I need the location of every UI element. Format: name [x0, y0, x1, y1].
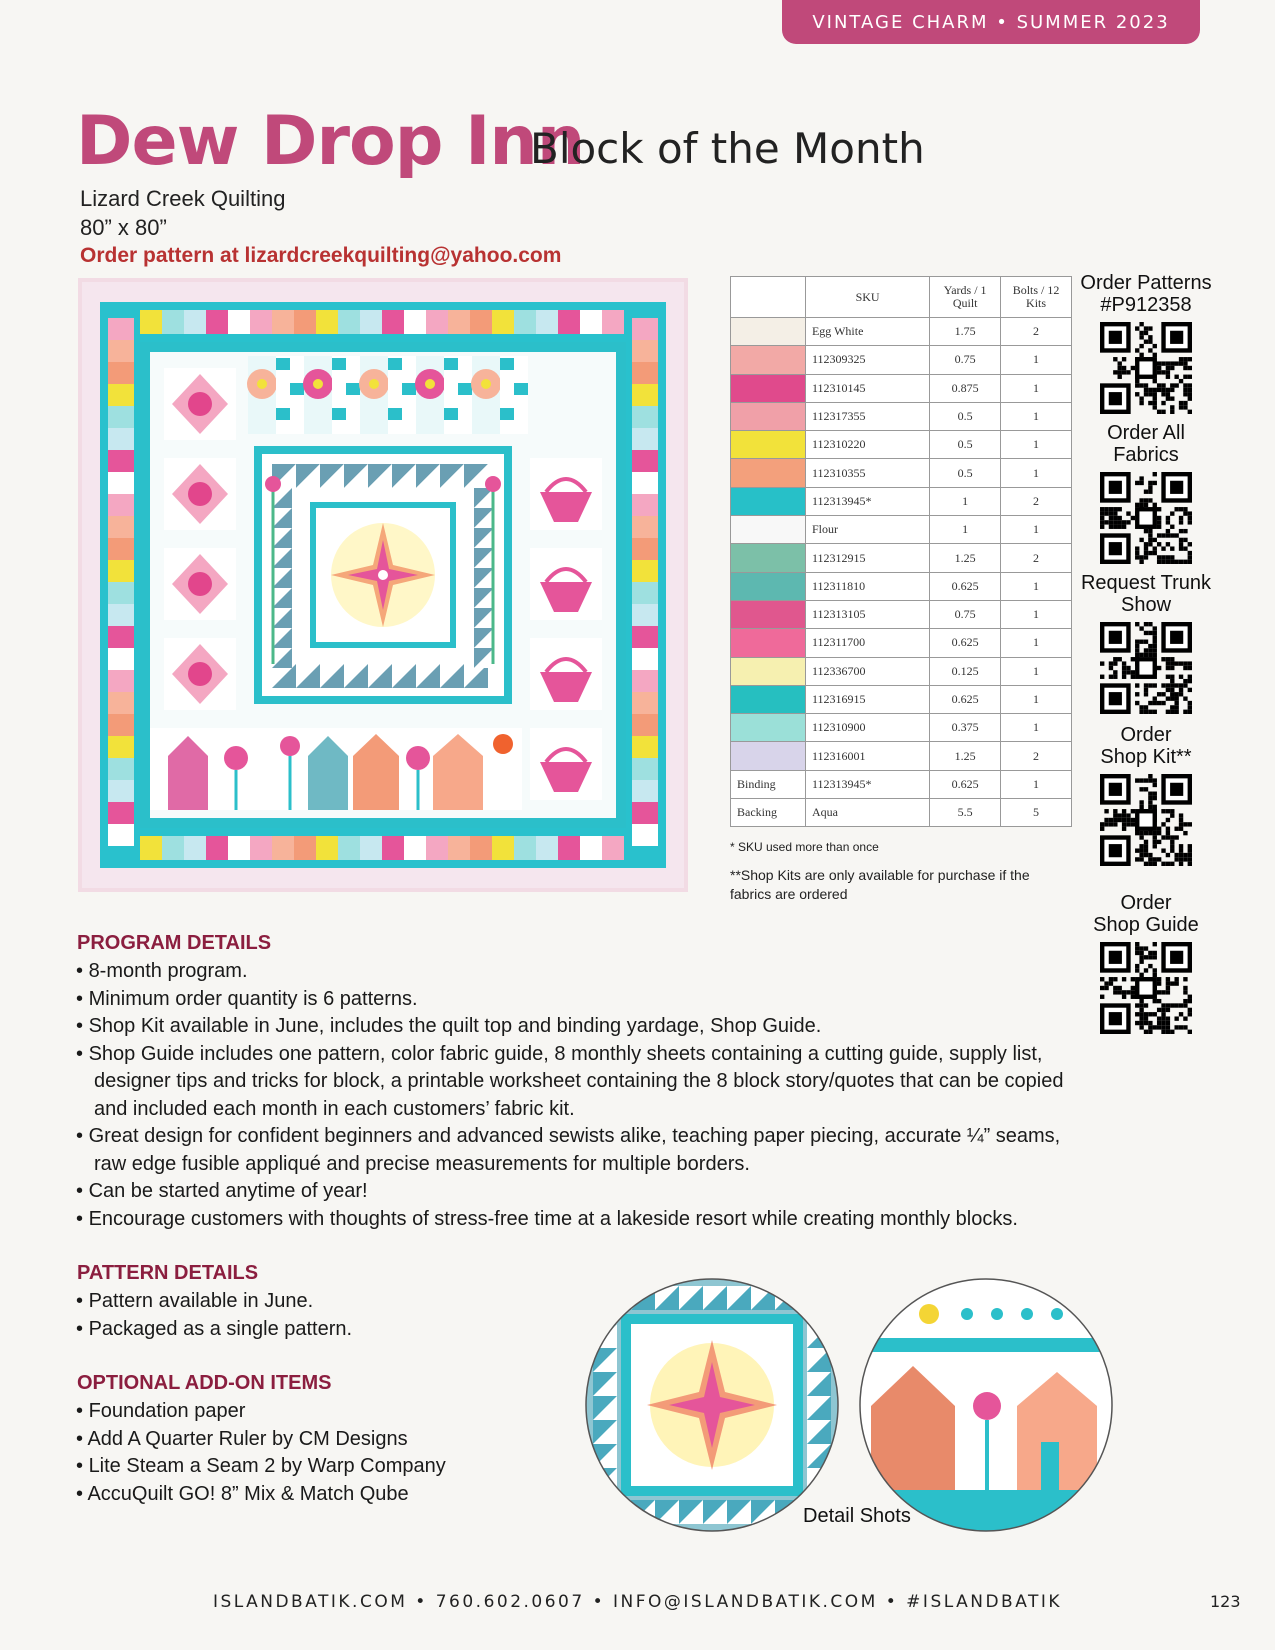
qr-label: Shop Guide	[1093, 914, 1199, 936]
qr-label: Show	[1120, 594, 1172, 616]
order-pattern-link[interactable]: Order pattern at lizardcreekquilting@yahoo.com	[80, 244, 562, 267]
list-item: • AccuQuilt GO! 8” Mix & Match Qube	[76, 1481, 556, 1509]
sku-cell: 112316001	[805, 742, 929, 770]
bolts-cell: 1	[1001, 714, 1072, 742]
qr-label: Order Patterns	[1080, 272, 1212, 294]
sku-cell: Aqua	[805, 799, 929, 827]
yards-cell: 0.125	[930, 657, 1001, 685]
fabric-swatch	[731, 742, 806, 770]
col-yards: Yards / 1 Quilt	[930, 277, 1001, 318]
qr-block[interactable]	[1076, 724, 1216, 866]
sku-cell: 112311810	[805, 572, 929, 600]
table-row	[731, 742, 1072, 770]
compass-star	[331, 523, 435, 627]
bolts-cell: 1	[1001, 770, 1072, 798]
qr-code-icon[interactable]	[1100, 472, 1192, 564]
table-row	[731, 714, 1072, 742]
col-bolts: Bolts / 12 Kits	[1001, 277, 1072, 318]
qr-block[interactable]	[1076, 892, 1216, 1034]
qr-code-icon[interactable]	[1100, 322, 1192, 414]
fabric-swatch	[731, 657, 806, 685]
house-row	[150, 728, 522, 810]
list-item: • Foundation paper	[76, 1398, 556, 1426]
yards-cell: 0.625	[930, 572, 1001, 600]
table-row	[731, 544, 1072, 572]
sku-cell: Egg White	[805, 318, 929, 346]
bolts-cell: 2	[1001, 487, 1072, 515]
sku-cell: Flour	[805, 516, 929, 544]
sku-cell: 112336700	[805, 657, 929, 685]
qr-label: Order	[1120, 892, 1172, 914]
fabric-swatch	[731, 714, 806, 742]
addons-heading: OPTIONAL ADD-ON ITEMS	[77, 1372, 332, 1394]
col-sku: SKU	[805, 277, 929, 318]
bolts-cell: 1	[1001, 516, 1072, 544]
qr-block[interactable]	[1076, 572, 1216, 714]
piano-key-border-right	[632, 318, 658, 846]
bolts-cell: 1	[1001, 572, 1072, 600]
detail-shot-compass	[583, 1276, 841, 1534]
fabric-requirements-table	[730, 276, 1072, 827]
table-row	[731, 402, 1072, 430]
bolts-cell: 1	[1001, 431, 1072, 459]
yards-cell: 0.75	[930, 346, 1001, 374]
bolts-cell: 1	[1001, 402, 1072, 430]
fabric-swatch	[731, 487, 806, 515]
fabric-swatch	[731, 318, 806, 346]
shop-kit-footnote: **Shop Kits are only available for purchase if the fabrics are ordered	[730, 867, 1030, 902]
fabric-swatch	[731, 516, 806, 544]
sku-cell: 112313945*	[805, 770, 929, 798]
yards-cell: 0.5	[930, 459, 1001, 487]
footer-contact: ISLANDBATIK.COM • 760.602.0607 • INFO@ISLANDBATIK.COM • #ISLANDBATIK	[212, 1592, 1063, 1612]
pattern-details-list	[76, 1288, 556, 1343]
piano-key-border-left	[108, 318, 134, 846]
qr-code-icon[interactable]	[1100, 942, 1192, 1034]
page-subtitle: Block of the Month	[530, 124, 925, 173]
list-item: • Minimum order quantity is 6 patterns.	[76, 986, 1076, 1014]
sku-cell: 112316915	[805, 685, 929, 713]
qr-block[interactable]	[1076, 422, 1216, 564]
yards-cell: 1	[930, 516, 1001, 544]
program-details-list	[76, 958, 1076, 1233]
yards-cell: 0.75	[930, 600, 1001, 628]
table-row	[731, 487, 1072, 515]
bolts-cell: 1	[1001, 629, 1072, 657]
yards-cell: 0.5	[930, 431, 1001, 459]
list-item: • Encourage customers with thoughts of stress-free time at a lakeside resort while creating monthly blocks.	[76, 1206, 1076, 1234]
fabric-swatch	[731, 600, 806, 628]
top-flower-row	[247, 356, 528, 434]
page-title: Dew Drop Inn	[76, 102, 585, 181]
table-row	[731, 346, 1072, 374]
table-row	[731, 799, 1072, 827]
table-row	[731, 600, 1072, 628]
qr-block[interactable]	[1076, 272, 1216, 414]
table-row	[731, 572, 1072, 600]
yards-cell: 0.625	[930, 770, 1001, 798]
piano-key-border-bottom	[140, 836, 624, 860]
page-number: 123	[1210, 1592, 1241, 1611]
sku-cell: 112310220	[805, 431, 929, 459]
fabric-swatch	[731, 572, 806, 600]
fabric-swatch	[731, 346, 806, 374]
sku-cell: 112309325	[805, 346, 929, 374]
qr-label: Shop Kit**	[1100, 746, 1192, 768]
fabric-swatch	[731, 402, 806, 430]
bolts-cell: 5	[1001, 799, 1072, 827]
sku-cell: 112313945*	[805, 487, 929, 515]
quilt-image	[78, 278, 688, 892]
list-item: • Shop Guide includes one pattern, color fabric guide, 8 monthly sheets containing a cutting guide, supply list, designer tips and tricks for block, a printable worksheet containing the 8 block story/quotes that can be copied and included each month in each customers’ fabric kit.	[76, 1041, 1076, 1124]
table-row	[731, 318, 1072, 346]
list-item: • Packaged as a single pattern.	[76, 1316, 556, 1344]
sku-cell: 112312915	[805, 544, 929, 572]
section-tab: VINTAGE CHARM • SUMMER 2023	[782, 0, 1200, 44]
yards-cell: 1.25	[930, 544, 1001, 572]
designer-name: Lizard Creek Quilting	[80, 186, 286, 211]
table-row	[731, 770, 1072, 798]
table-row	[731, 374, 1072, 402]
yards-cell: 0.875	[930, 374, 1001, 402]
list-item: • Shop Kit available in June, includes the quilt top and binding yardage, Shop Guide.	[76, 1013, 1076, 1041]
bolts-cell: 2	[1001, 544, 1072, 572]
table-row	[731, 459, 1072, 487]
list-item: • Can be started anytime of year!	[76, 1178, 1076, 1206]
table-row	[731, 629, 1072, 657]
yards-cell: 0.625	[930, 685, 1001, 713]
fabric-swatch	[731, 629, 806, 657]
qr-label: #P912358	[1100, 294, 1192, 316]
yards-cell: 1	[930, 487, 1001, 515]
bolts-cell: 2	[1001, 742, 1072, 770]
yards-cell: 0.625	[930, 629, 1001, 657]
fabric-swatch	[731, 459, 806, 487]
col-swatch	[731, 277, 806, 318]
row-label: Backing	[731, 799, 806, 827]
yards-cell: 0.375	[930, 714, 1001, 742]
yards-cell: 1.75	[930, 318, 1001, 346]
sku-footnote: * SKU used more than once	[730, 840, 879, 854]
qr-label: Fabrics	[1113, 444, 1179, 466]
fabric-swatch	[731, 374, 806, 402]
addons-list	[76, 1398, 556, 1508]
qr-code-icon[interactable]	[1100, 774, 1192, 866]
fabric-swatch	[731, 685, 806, 713]
sku-cell: 112311700	[805, 629, 929, 657]
list-item: • Pattern available in June.	[76, 1288, 556, 1316]
sku-cell: 112313105	[805, 600, 929, 628]
sku-cell: 112317355	[805, 402, 929, 430]
bolts-cell: 1	[1001, 346, 1072, 374]
piano-key-border-top	[140, 310, 624, 334]
list-item: • Lite Steam a Seam 2 by Warp Company	[76, 1453, 556, 1481]
table-row	[731, 685, 1072, 713]
bolts-cell: 1	[1001, 459, 1072, 487]
bolts-cell: 1	[1001, 600, 1072, 628]
qr-label: Order All	[1107, 422, 1185, 444]
table-row	[731, 431, 1072, 459]
yards-cell: 5.5	[930, 799, 1001, 827]
bolts-cell: 2	[1001, 318, 1072, 346]
bolts-cell: 1	[1001, 657, 1072, 685]
qr-label: Request Trunk	[1080, 572, 1212, 594]
fabric-swatch	[731, 431, 806, 459]
yards-cell: 1.25	[930, 742, 1001, 770]
sku-cell: 112310900	[805, 714, 929, 742]
qr-label: Order	[1120, 724, 1172, 746]
list-item: • 8-month program.	[76, 958, 1076, 986]
sku-cell: 112310145	[805, 374, 929, 402]
list-item: • Great design for confident beginners and advanced sewists alike, teaching paper piecing, accurate ¼” seams, raw edge fusible appliqué and precise measurements for multiple borders.	[76, 1123, 1076, 1178]
program-details-heading: PROGRAM DETAILS	[77, 932, 272, 954]
list-item: • Add A Quarter Ruler by CM Designs	[76, 1426, 556, 1454]
detail-shots-label: Detail Shots	[803, 1505, 911, 1527]
quilt-size: 80” x 80”	[80, 215, 167, 240]
detail-shot-houses	[857, 1276, 1115, 1534]
table-row	[731, 657, 1072, 685]
yards-cell: 0.5	[930, 402, 1001, 430]
fabric-swatch	[731, 544, 806, 572]
bolts-cell: 1	[1001, 374, 1072, 402]
row-label: Binding	[731, 770, 806, 798]
pattern-details-heading: PATTERN DETAILS	[77, 1262, 259, 1284]
sku-cell: 112310355	[805, 459, 929, 487]
qr-code-icon[interactable]	[1100, 622, 1192, 714]
bolts-cell: 1	[1001, 685, 1072, 713]
table-row	[731, 516, 1072, 544]
